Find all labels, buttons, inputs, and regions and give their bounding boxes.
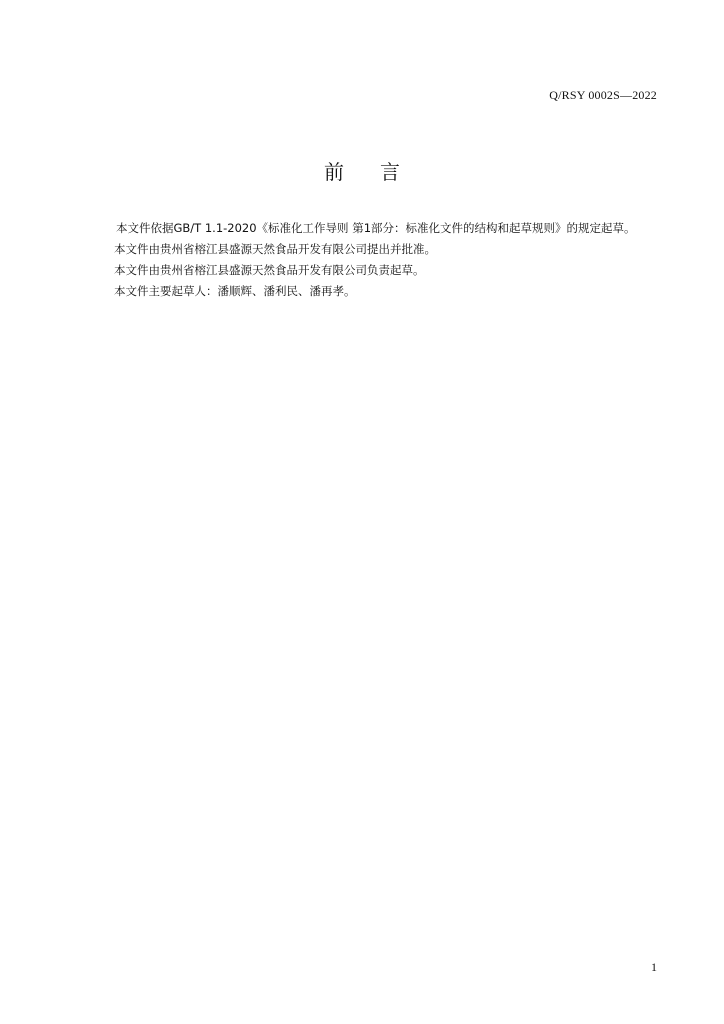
paragraph-basis: 本文件依据GB/T 1.1-2020《标准化工作导则 第1部分：标准化文件的结构和起草规则》的规定起草。: [116, 221, 636, 235]
title-char-1: 前: [324, 160, 344, 184]
title-char-2: 言: [380, 160, 400, 184]
document-code: Q/RSY 0002S—2022: [549, 88, 657, 102]
paragraph-drafter: 本文件由贵州省榕江县盛源天然食品开发有限公司负责起草。: [114, 263, 425, 277]
foreword-body: [86, 218, 658, 302]
paragraph-authors: 本文件主要起草人：潘顺辉、潘利民、潘再孝。: [114, 284, 356, 298]
page-title: [0, 156, 724, 185]
page-number: 1: [651, 960, 657, 974]
paragraph-proposer: 本文件由贵州省榕江县盛源天然食品开发有限公司提出并批准。: [114, 242, 436, 256]
